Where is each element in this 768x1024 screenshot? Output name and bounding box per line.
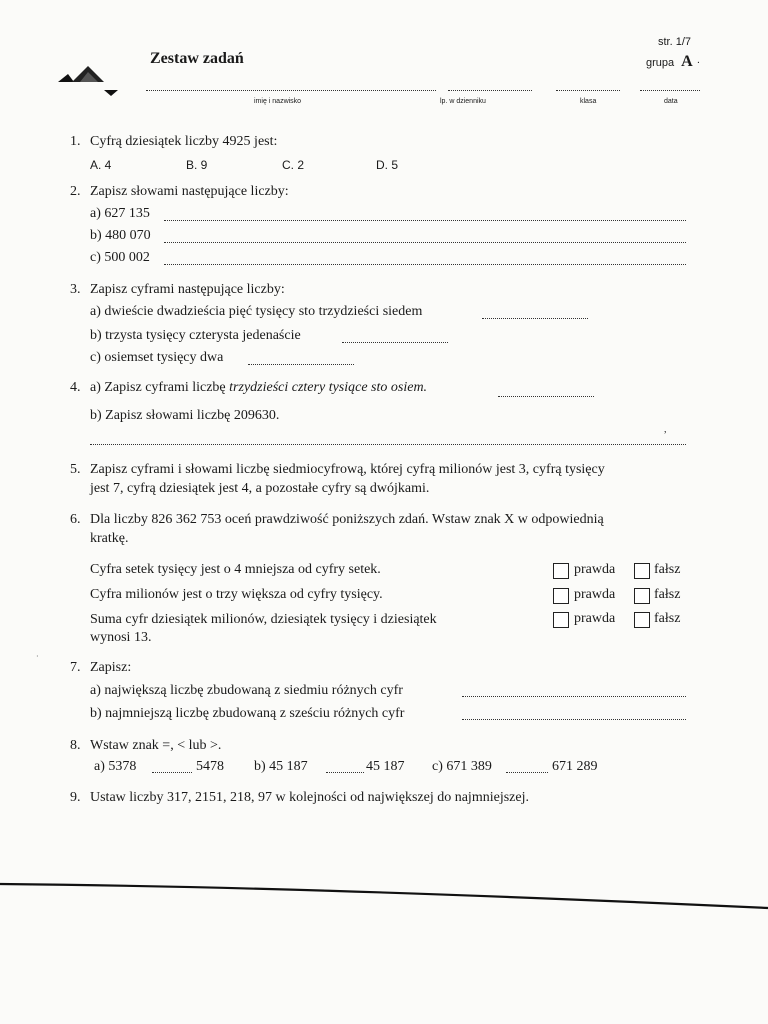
q3-answer-line-a[interactable]	[482, 318, 588, 319]
q6-statement-3-false-label: fałsz	[654, 611, 681, 626]
q6-statement-3-true-label: prawda	[574, 611, 616, 626]
q8-pair-b-right: 45 187	[366, 759, 405, 774]
q4-a-line	[90, 380, 427, 396]
q3-item-c: c) osiemset tysięcy dwa	[90, 350, 224, 365]
q6-statement-1-false-checkbox[interactable]	[634, 563, 650, 579]
q8-pair-c-right: 671 289	[552, 759, 598, 774]
q1-option-b: B. 9	[186, 158, 208, 172]
q2-item-b: b) 480 070	[90, 228, 151, 243]
q4-answer-line-a[interactable]	[498, 396, 594, 397]
q6-statement-3-false-checkbox[interactable]	[634, 612, 650, 628]
number-field-label: lp. w dzienniku	[440, 98, 486, 105]
page-number: str. 1/7	[658, 36, 692, 48]
q2-number: 2.	[70, 184, 81, 199]
q7-answer-line-a[interactable]	[462, 696, 686, 697]
q3-answer-line-c[interactable]	[248, 364, 354, 365]
q7-answer-line-b[interactable]	[462, 719, 686, 720]
q7-item-b: b) najmniejszą liczbę zbudowaną z sześciu różnych cyfr	[90, 706, 405, 721]
group-value: A	[681, 53, 693, 70]
q5-line1: Zapisz cyframi i słowami liczbę siedmiocyfrową, której cyfrą milionów jest 3, cyfrą tysięcy	[90, 462, 605, 477]
q6-line2: kratkę.	[90, 531, 129, 546]
q3-item-a: a) dwieście dwadzieścia pięć tysięcy sto trzydzieści siedem	[90, 304, 423, 319]
q8-pair-c-left: c) 671 389	[432, 759, 492, 774]
q2-answer-line-b[interactable]	[164, 242, 686, 243]
q8-pair-b-left: b) 45 187	[254, 759, 308, 774]
q4-answer-line-b[interactable]	[90, 444, 686, 445]
q6-statement-1-true-checkbox[interactable]	[553, 563, 569, 579]
q3-item-b: b) trzysta tysięcy czterysta jedenaście	[90, 328, 301, 343]
q8-number: 8.	[70, 738, 81, 753]
q6-statement-2-false-checkbox[interactable]	[634, 588, 650, 604]
q4-a-prefix: a) Zapisz cyframi liczbę	[90, 380, 226, 395]
q3-number: 3.	[70, 282, 81, 297]
q7-item-a: a) największą liczbę zbudowaną z siedmiu różnych cyfr	[90, 683, 403, 698]
page-title: Zestaw zadań	[150, 50, 244, 67]
q8-pair-b-blank[interactable]	[326, 772, 364, 773]
q8-pair-c-blank[interactable]	[506, 772, 548, 773]
group-label: grupa	[646, 57, 675, 69]
page-edge-line	[0, 874, 768, 914]
q2-answer-line-c[interactable]	[164, 264, 686, 265]
date-field-line[interactable]	[640, 90, 700, 91]
q8-pair-a-blank[interactable]	[152, 772, 192, 773]
q8-pair-a-right: 5478	[196, 759, 224, 774]
q2-answer-line-a[interactable]	[164, 220, 686, 221]
q4-b: b) Zapisz słowami liczbę 209630.	[90, 408, 280, 423]
q6-statement-1-true-label: prawda	[574, 562, 616, 577]
q6-number: 6.	[70, 512, 81, 527]
q1-text: Cyfrą dziesiątek liczby 4925 jest:	[90, 134, 278, 149]
q3-text: Zapisz cyframi następujące liczby:	[90, 282, 285, 297]
scan-mark: ,	[664, 424, 667, 435]
q6-statement-2-true-label: prawda	[574, 587, 616, 602]
class-field-line[interactable]	[556, 90, 620, 91]
q6-statement-2-false-label: fałsz	[654, 587, 681, 602]
q6-line1: Dla liczby 826 362 753 oceń prawdziwość poniższych zdań. Wstaw znak X w odpowiednią	[90, 512, 604, 527]
q6-statement-1: Cyfra setek tysięcy jest o 4 mniejsza od cyfry setek.	[90, 562, 381, 577]
number-field-line[interactable]	[448, 90, 532, 91]
name-field-label: imię i nazwisko	[254, 98, 302, 105]
q6-statement-1-false-label: fałsz	[654, 562, 681, 577]
group-indicator: grupa A ·	[646, 53, 701, 70]
q4-a-italic: trzydzieści cztery tysiące sto osiem.	[229, 380, 428, 395]
q6-statement-3-cont: wynosi 13.	[90, 630, 152, 645]
q1-option-c: C. 2	[282, 158, 305, 172]
q2-item-c: c) 500 002	[90, 250, 150, 265]
publisher-logo	[58, 64, 124, 98]
q9-text: Ustaw liczby 317, 2151, 218, 97 w kolejności od największej do najmniejszej.	[90, 790, 529, 805]
q6-statement-3: Suma cyfr dziesiątek milionów, dziesiątek tysięcy i dziesiątek	[90, 612, 437, 627]
name-field-line[interactable]	[146, 90, 436, 91]
q8-text: Wstaw znak =, < lub >.	[90, 738, 222, 753]
date-field-label: data	[664, 98, 678, 105]
q1-option-a: A. 4	[90, 158, 112, 172]
q1-option-d: D. 5	[376, 158, 399, 172]
q6-statement-2: Cyfra milionów jest o trzy większa od cyfry tysięcy.	[90, 587, 383, 602]
q6-statement-3-true-checkbox[interactable]	[553, 612, 569, 628]
q7-text: Zapisz:	[90, 660, 132, 675]
class-field-label: klasa	[580, 98, 597, 105]
q3-answer-line-b[interactable]	[342, 342, 448, 343]
q8-pair-a-left: a) 5378	[94, 759, 137, 774]
q1-number: 1.	[70, 134, 81, 149]
q5-number: 5.	[70, 462, 81, 477]
q9-number: 9.	[70, 790, 81, 805]
q2-text: Zapisz słowami następujące liczby:	[90, 184, 289, 199]
q7-number: 7.	[70, 660, 81, 675]
q5-line2: jest 7, cyfrą dziesiątek jest 4, a pozostałe cyfry są dwójkami.	[90, 481, 430, 496]
q2-item-a: a) 627 135	[90, 206, 150, 221]
q6-statement-2-true-checkbox[interactable]	[553, 588, 569, 604]
scan-mark-left: ·	[36, 652, 39, 661]
q4-number: 4.	[70, 380, 81, 395]
